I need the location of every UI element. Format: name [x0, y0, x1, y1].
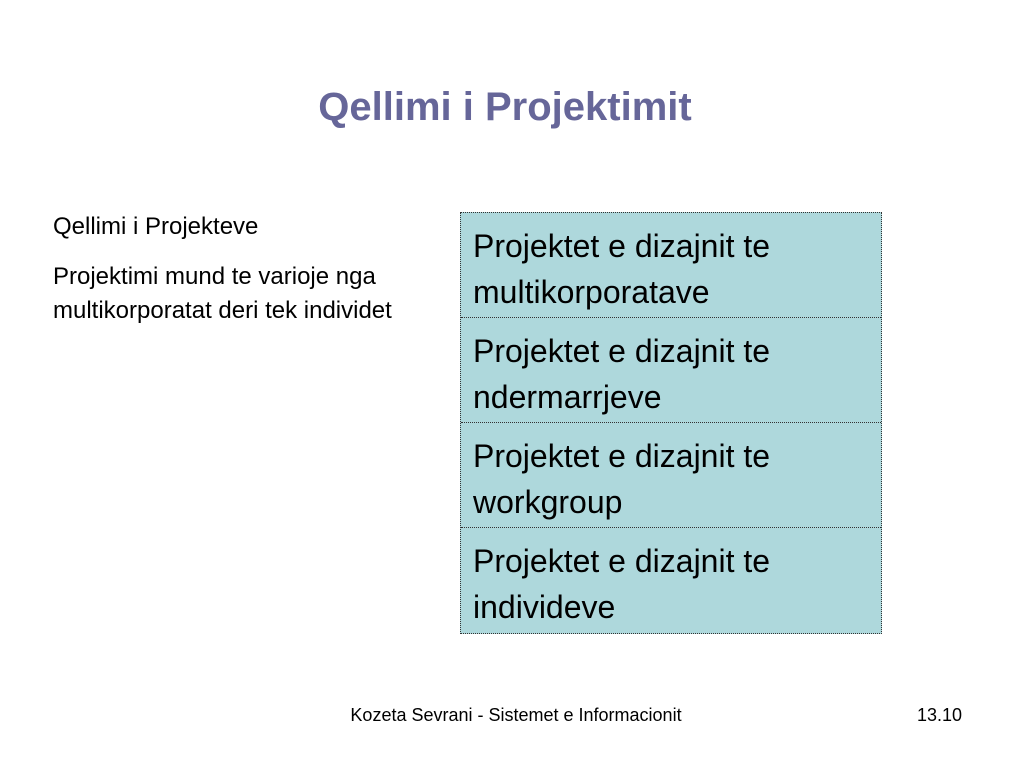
footer-text: Kozeta Sevrani - Sistemet e Informacionit [350, 705, 682, 725]
project-levels-table [460, 212, 882, 634]
left-text-column [53, 210, 423, 328]
level-row: Projektet e dizajnit te individeve [473, 543, 771, 625]
slide-number: 13.10 [916, 705, 962, 725]
level-row: Projektet e dizajnit te multikorporatave [461, 213, 881, 318]
slide-title: Qellimi i Projektimit [318, 85, 692, 129]
left-heading: Qellimi i Projekteve [53, 213, 259, 240]
level-row: Projektet e dizajnit te ndermarrjeve [461, 318, 881, 423]
level-row: Projektet e dizajnit te workgroup [461, 423, 881, 528]
left-body-text: Projektimi mund te varioje nga multikorporatat deri tek individet [53, 263, 392, 324]
